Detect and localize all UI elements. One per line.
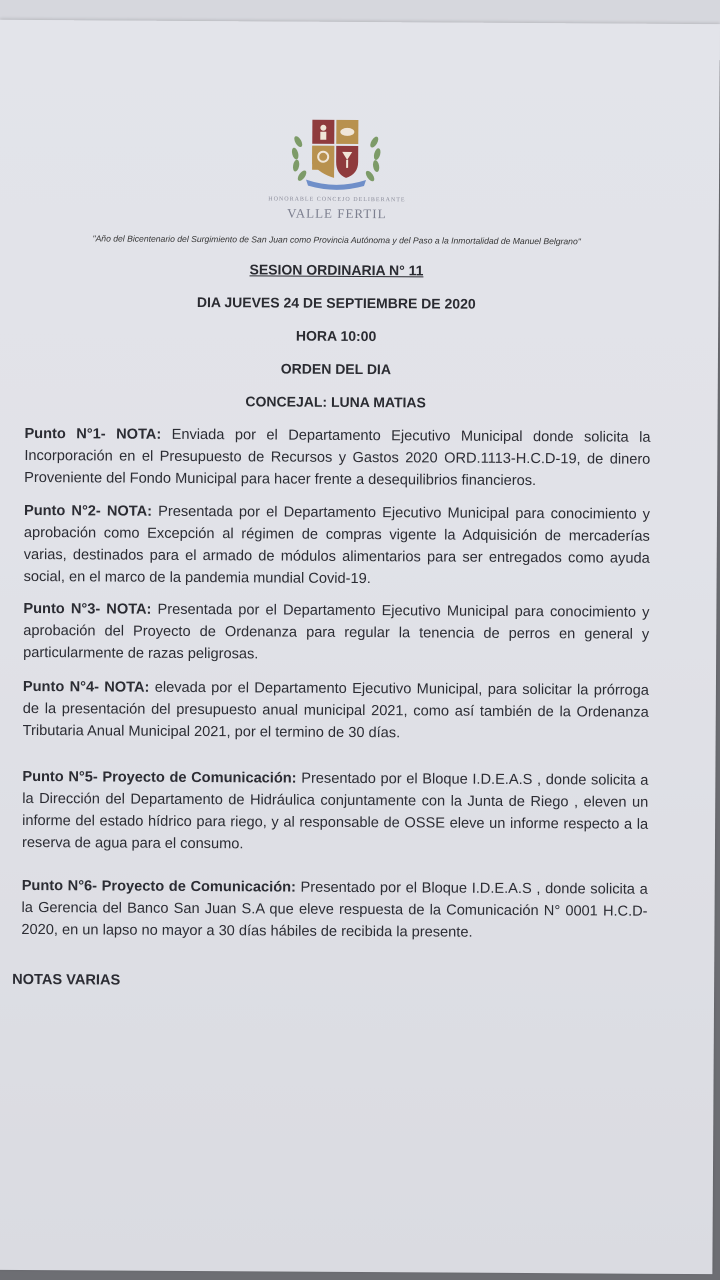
agenda-point-text: Enviada por el Departamento Ejecutivo Municipal donde solicita la Incorporación en el Presupuesto de Recursos y Gastos 2020 ORD.1113-H.C.D-19, de dinero Proveniente del Fondo Municipal para hacer frente a desequilibrios financieros. xyxy=(24,426,651,490)
session-title: SESION ORDINARIA N° 11 xyxy=(249,261,424,279)
order-of-day-heading: ORDEN DEL DIA xyxy=(280,360,392,378)
agenda-point-label: Punto N°2- NOTA: xyxy=(23,502,153,520)
council-coat-of-arms-icon xyxy=(284,112,388,193)
agenda-point-label: Punto N°1- NOTA: xyxy=(24,425,162,443)
council-name: VALLE FERTIL xyxy=(287,205,387,222)
agenda-point-5 xyxy=(22,766,649,858)
agenda-point-text: Presentado por el Bloque I.D.E.A.S , donde solicita a la Gerencia del Banco San Juan S.A que eleve respuesta de la Comunicación N° 0001 H.C.D-2020, en un lapso no mayor a 30 días hábiles de recibida la presente. xyxy=(21,879,648,941)
session-date: DIA JUEVES 24 DE SEPTIEMBRE DE 2020 xyxy=(196,294,476,312)
agenda-point-text: Presentado por el Bloque I.D.E.A.S , donde solicita a la Dirección del Departamento de Hidráulica conjuntamente con la Junta de Riego , eleven un informe del estado hídrico para riego, y al responsable de OSSE eleve un informe respecto a la reserva de agua para el consumo. xyxy=(21,770,649,853)
agenda-point-label: Punto N°5- Proyecto de Comunicación: xyxy=(22,768,297,787)
agenda-point-3 xyxy=(23,598,649,668)
council-subtitle: HONORABLE CONCEJO DELIBERANTE xyxy=(268,196,406,204)
agenda-point-text: Presentada por el Departamento Ejecutivo Municipal para conocimiento y aprobación como Excepción al régimen de compras vigente la Adquisición de mercaderías varias, destinados para el armado de módulos alimentarios para ser entregados como ayuda social, en el marco de la pandemia mundial Covid-19. xyxy=(23,503,651,588)
session-time: HORA 10:00 xyxy=(295,327,377,345)
agenda-point-label: Punto N°3- NOTA: xyxy=(23,600,152,618)
year-motto: "Año del Bicentenario del Surgimiento de San Juan como Provincia Autónoma y del Paso a la Inmortalidad de Manuel Belgrano" xyxy=(92,233,581,247)
agenda-point-text: Presentada por el Departamento Ejecutivo Municipal para conocimiento y aprobación del Proyecto de Ordenanza para regular la tenencia de perros en general y particularmente de razas peligrosas. xyxy=(23,601,650,663)
agenda-point-label: Punto N°4- NOTA: xyxy=(22,678,150,696)
agenda-point-1 xyxy=(24,423,650,493)
agenda-point-text: elevada por el Departamento Ejecutivo Municipal, para solicitar la prórroga de la presentación del presupuesto anual municipal 2021, como así también de la Ordenanza Tributaria Anual Municipal 2021, por el termino de 30 días. xyxy=(22,679,649,742)
agenda-point-6 xyxy=(21,875,647,945)
agenda-point-label: Punto N°6- Proyecto de Comunicación: xyxy=(21,877,296,896)
agenda-point-2 xyxy=(24,500,651,592)
councilor-name: CONCEJAL: LUNA MATIAS xyxy=(245,393,426,411)
document-page xyxy=(0,20,720,1274)
agenda-point-4 xyxy=(23,676,649,746)
misc-notes-heading: NOTAS VARIAS xyxy=(12,971,121,989)
